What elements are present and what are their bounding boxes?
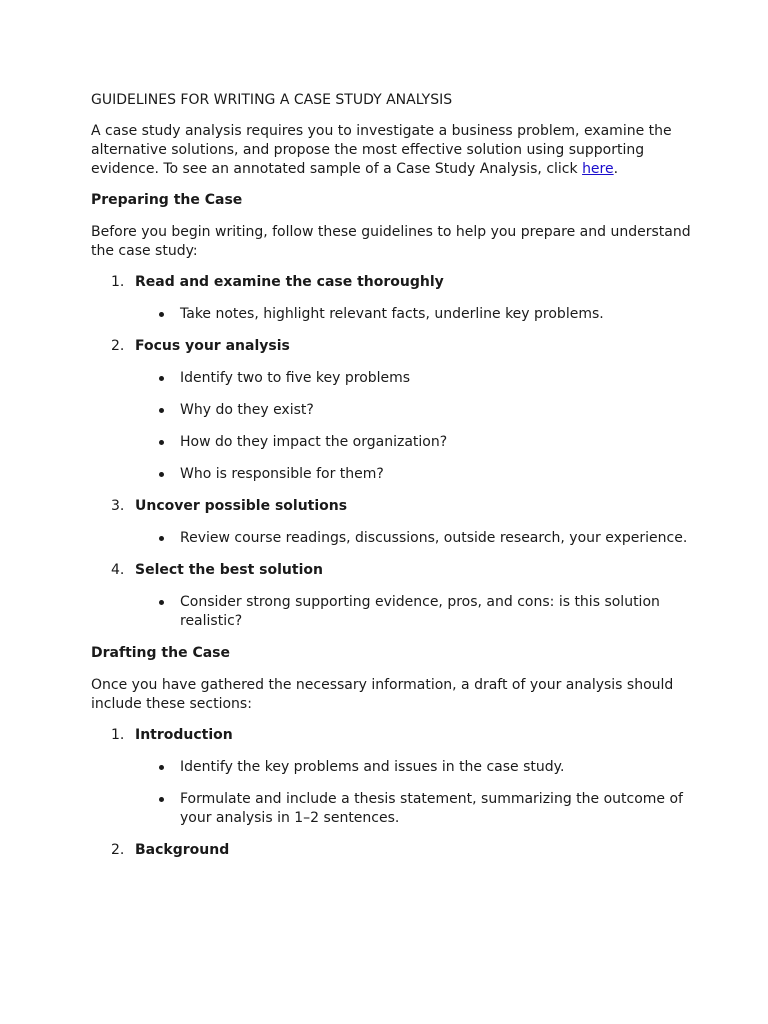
list-item [91,337,691,484]
drafting-steps-list [91,726,691,860]
list-item [91,561,691,631]
bullet-list [135,305,691,324]
intro-text-end: . [613,161,619,177]
list-item [135,369,691,388]
step-label: Select the best solution [135,562,323,578]
bullet-text: Consider strong supporting evidence, pros, and cons: is this solution realistic? [180,594,660,629]
bullet-icon [159,472,164,477]
list-item [91,841,691,860]
step-label: Focus your analysis [135,338,290,354]
bullet-list [135,369,691,484]
step-label: Read and examine the case thoroughly [135,274,444,290]
step-number: 2. [111,338,125,354]
step-number: 3. [111,498,125,514]
preparing-intro: Before you begin writing, follow these guidelines to help you prepare and understand the case study: [91,224,691,259]
step-number: 1. [111,727,125,743]
step-number: 4. [111,562,125,578]
document-title: GUIDELINES FOR WRITING A CASE STUDY ANALYSIS [91,92,453,108]
drafting-heading: Drafting the Case [91,645,230,661]
list-item [135,790,691,828]
bullet-text: Identify two to five key problems [180,370,411,386]
preparing-steps-list [91,273,691,631]
bullet-text: Who is responsible for them? [180,466,384,482]
step-label: Introduction [135,727,233,743]
bullet-icon [159,765,164,770]
sample-link[interactable]: here [582,161,614,177]
bullet-icon [159,440,164,445]
bullet-icon [159,312,164,317]
step-number: 1. [111,274,125,290]
bullet-text: Identify the key problems and issues in the case study. [180,759,565,775]
bullet-list [135,593,691,631]
bullet-icon [159,600,164,605]
list-item [135,758,691,777]
list-item [135,465,691,484]
bullet-icon [159,536,164,541]
step-number: 2. [111,842,125,858]
list-item [135,529,691,548]
list-item [91,497,691,548]
bullet-list [135,758,691,828]
preparing-heading: Preparing the Case [91,192,243,208]
bullet-icon [159,376,164,381]
step-label: Uncover possible solutions [135,498,348,514]
list-item [135,593,691,631]
intro-paragraph [91,122,691,179]
bullet-icon [159,408,164,413]
drafting-intro: Once you have gathered the necessary information, a draft of your analysis should include these sections: [91,677,674,712]
document-page [91,91,691,873]
list-item [135,305,691,324]
bullet-text: Formulate and include a thesis statement, summarizing the outcome of your analysis in 1–2 sentences. [180,791,683,826]
bullet-text: Take notes, highlight relevant facts, underline key problems. [180,306,604,322]
list-item [135,401,691,420]
bullet-text: Why do they exist? [180,402,314,418]
intro-text: A case study analysis requires you to investigate a business problem, examine the alternative solutions, and propose the most effective solution using supporting evidence. To see an annotated sample of a Case Study Analysis, click [91,123,672,177]
list-item [91,726,691,828]
step-label: Background [135,842,230,858]
list-item [91,273,691,324]
bullet-list [135,529,691,548]
list-item [135,433,691,452]
bullet-icon [159,797,164,802]
bullet-text: Review course readings, discussions, outside research, your experience. [180,530,688,546]
bullet-text: How do they impact the organization? [180,434,448,450]
